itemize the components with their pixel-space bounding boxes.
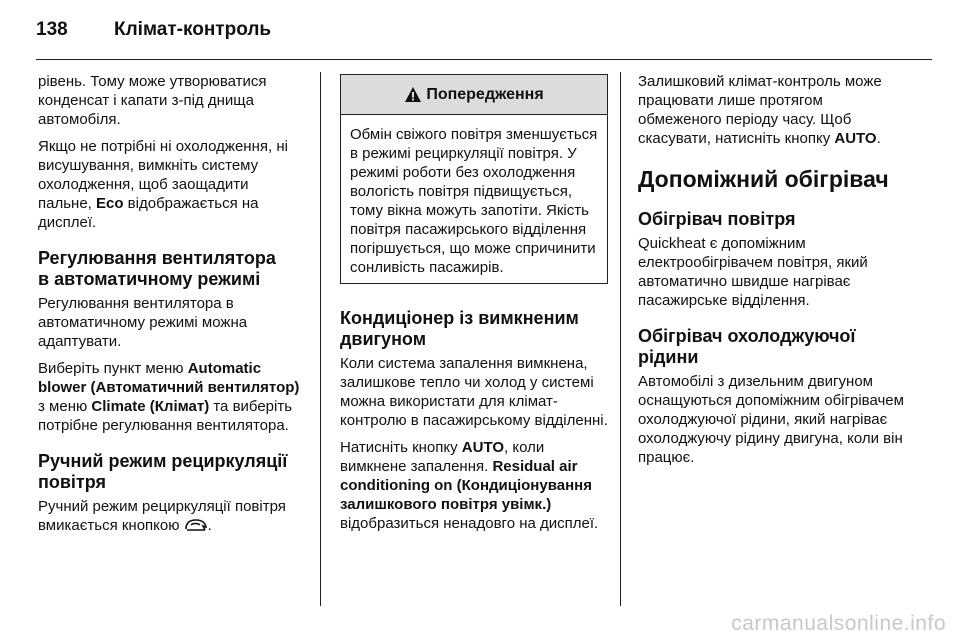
paragraph-condensate: рівень. Тому може утворюватися конденсат і капати з-під днища автомобіля. [38, 73, 267, 128]
text-span: та виберіть потрібне регулювання вентилятора. [38, 398, 293, 434]
text-span: , коли вимкнене запалення. [340, 439, 545, 475]
text-span: відображається на дисплеї. [38, 195, 259, 231]
residual-ac-message: Residual air conditioning on (Кондиціонування залишкового повітря увімк.) [340, 458, 592, 513]
warning-box [340, 74, 608, 284]
heading-engine-off-ac: Кондиціонер із вимкненим двигуном [340, 308, 579, 349]
warning-triangle-icon [404, 86, 422, 103]
eco-label: Eco [96, 195, 124, 212]
text-span: відобразиться ненадовго на дисплеї. [340, 515, 599, 532]
column-1 [38, 72, 306, 546]
paragraph-eco [38, 137, 306, 232]
paragraph-residual-heat: Коли система запалення вимкнена, залишкове тепло чи холод у системі можна використати для клімат-контролю в пасажирському відділенні. [340, 355, 608, 429]
paragraph-quickheat: Quickheat є допоміжним електрообігрівачем повітря, який автоматично швидше нагріває пасажирське відділення. [638, 235, 868, 309]
page-number: 138 [36, 19, 68, 40]
paragraph-coolant-heater: Автомобілі з дизельним двигуном оснащуються допоміжним обігрівачем охолоджуючої рідини, який нагріває охолоджуючу рідину двигуна, коли він працює. [638, 373, 904, 466]
text-span: . [876, 130, 881, 147]
column-divider-1 [320, 72, 321, 606]
text-span: . [207, 517, 212, 534]
heading-coolant-heater: Обігрівач охолоджуючої рідини [638, 326, 856, 367]
menu-climate: Climate (Клімат) [91, 398, 210, 415]
warning-text: Обмін свіжого повітря зменшується в режимі рециркуляції повітря. У режимі роботи без охолодження вологість повітря підвищується, тому вікна можуть запотіти. Якість повітря пасажирського відділення погіршується, що може спричинити сонливість пасажирів. [350, 126, 598, 276]
paragraph-auto-button [340, 438, 608, 533]
text-span: Ручний режим рециркуляції повітря вмикається кнопкою [38, 498, 286, 534]
heading-line: Регулювання вентилятора [38, 248, 276, 268]
text-span: Виберіть пункт меню [38, 360, 188, 377]
text-span: Залишковий клімат-контроль може працювати лише протягом обмеженого періоду часу. Щоб скасувати, натисніть кнопку [638, 73, 882, 147]
auto-button-label: AUTO [461, 439, 505, 456]
heading-recirculation: Ручний режим рециркуляції повітря [38, 451, 288, 492]
paragraph-fan-adapt: Регулювання вентилятора в автоматичному режимі можна адаптувати. [38, 295, 248, 350]
column-3 [638, 72, 910, 475]
heading-auxiliary-heater: Допоміжний обігрівач [638, 166, 889, 192]
warning-body [341, 115, 607, 283]
paragraph-recirculation [38, 497, 306, 538]
text-span: Якщо не потрібні ні охолодження, ні висушування, вимкніть систему охолодження, щоб заощадити пальне, [38, 138, 288, 212]
recirculation-icon [184, 517, 208, 538]
column-divider-2 [620, 72, 621, 606]
heading-line: в автоматичному режимі [38, 269, 261, 289]
watermark: carmanualsonline.info [731, 612, 946, 635]
heading-fan-auto [38, 248, 306, 290]
heading-air-heater: Обігрівач повітря [638, 209, 796, 229]
menu-item-automatic-blower: Automatic blower (Автоматичний вентилятор) [38, 360, 300, 396]
page-title: Клімат-контроль [114, 19, 272, 40]
warning-heading: Попередження [426, 85, 544, 103]
header-rule [36, 59, 932, 60]
text-span: Натисніть кнопку [340, 439, 462, 456]
text-span: з меню [38, 398, 92, 415]
auto-button-label: AUTO [834, 130, 877, 147]
column-2 [340, 72, 608, 541]
warning-header [341, 75, 607, 115]
page-header [36, 10, 271, 50]
paragraph-residual-cancel [638, 72, 910, 148]
paragraph-fan-menu [38, 359, 306, 435]
